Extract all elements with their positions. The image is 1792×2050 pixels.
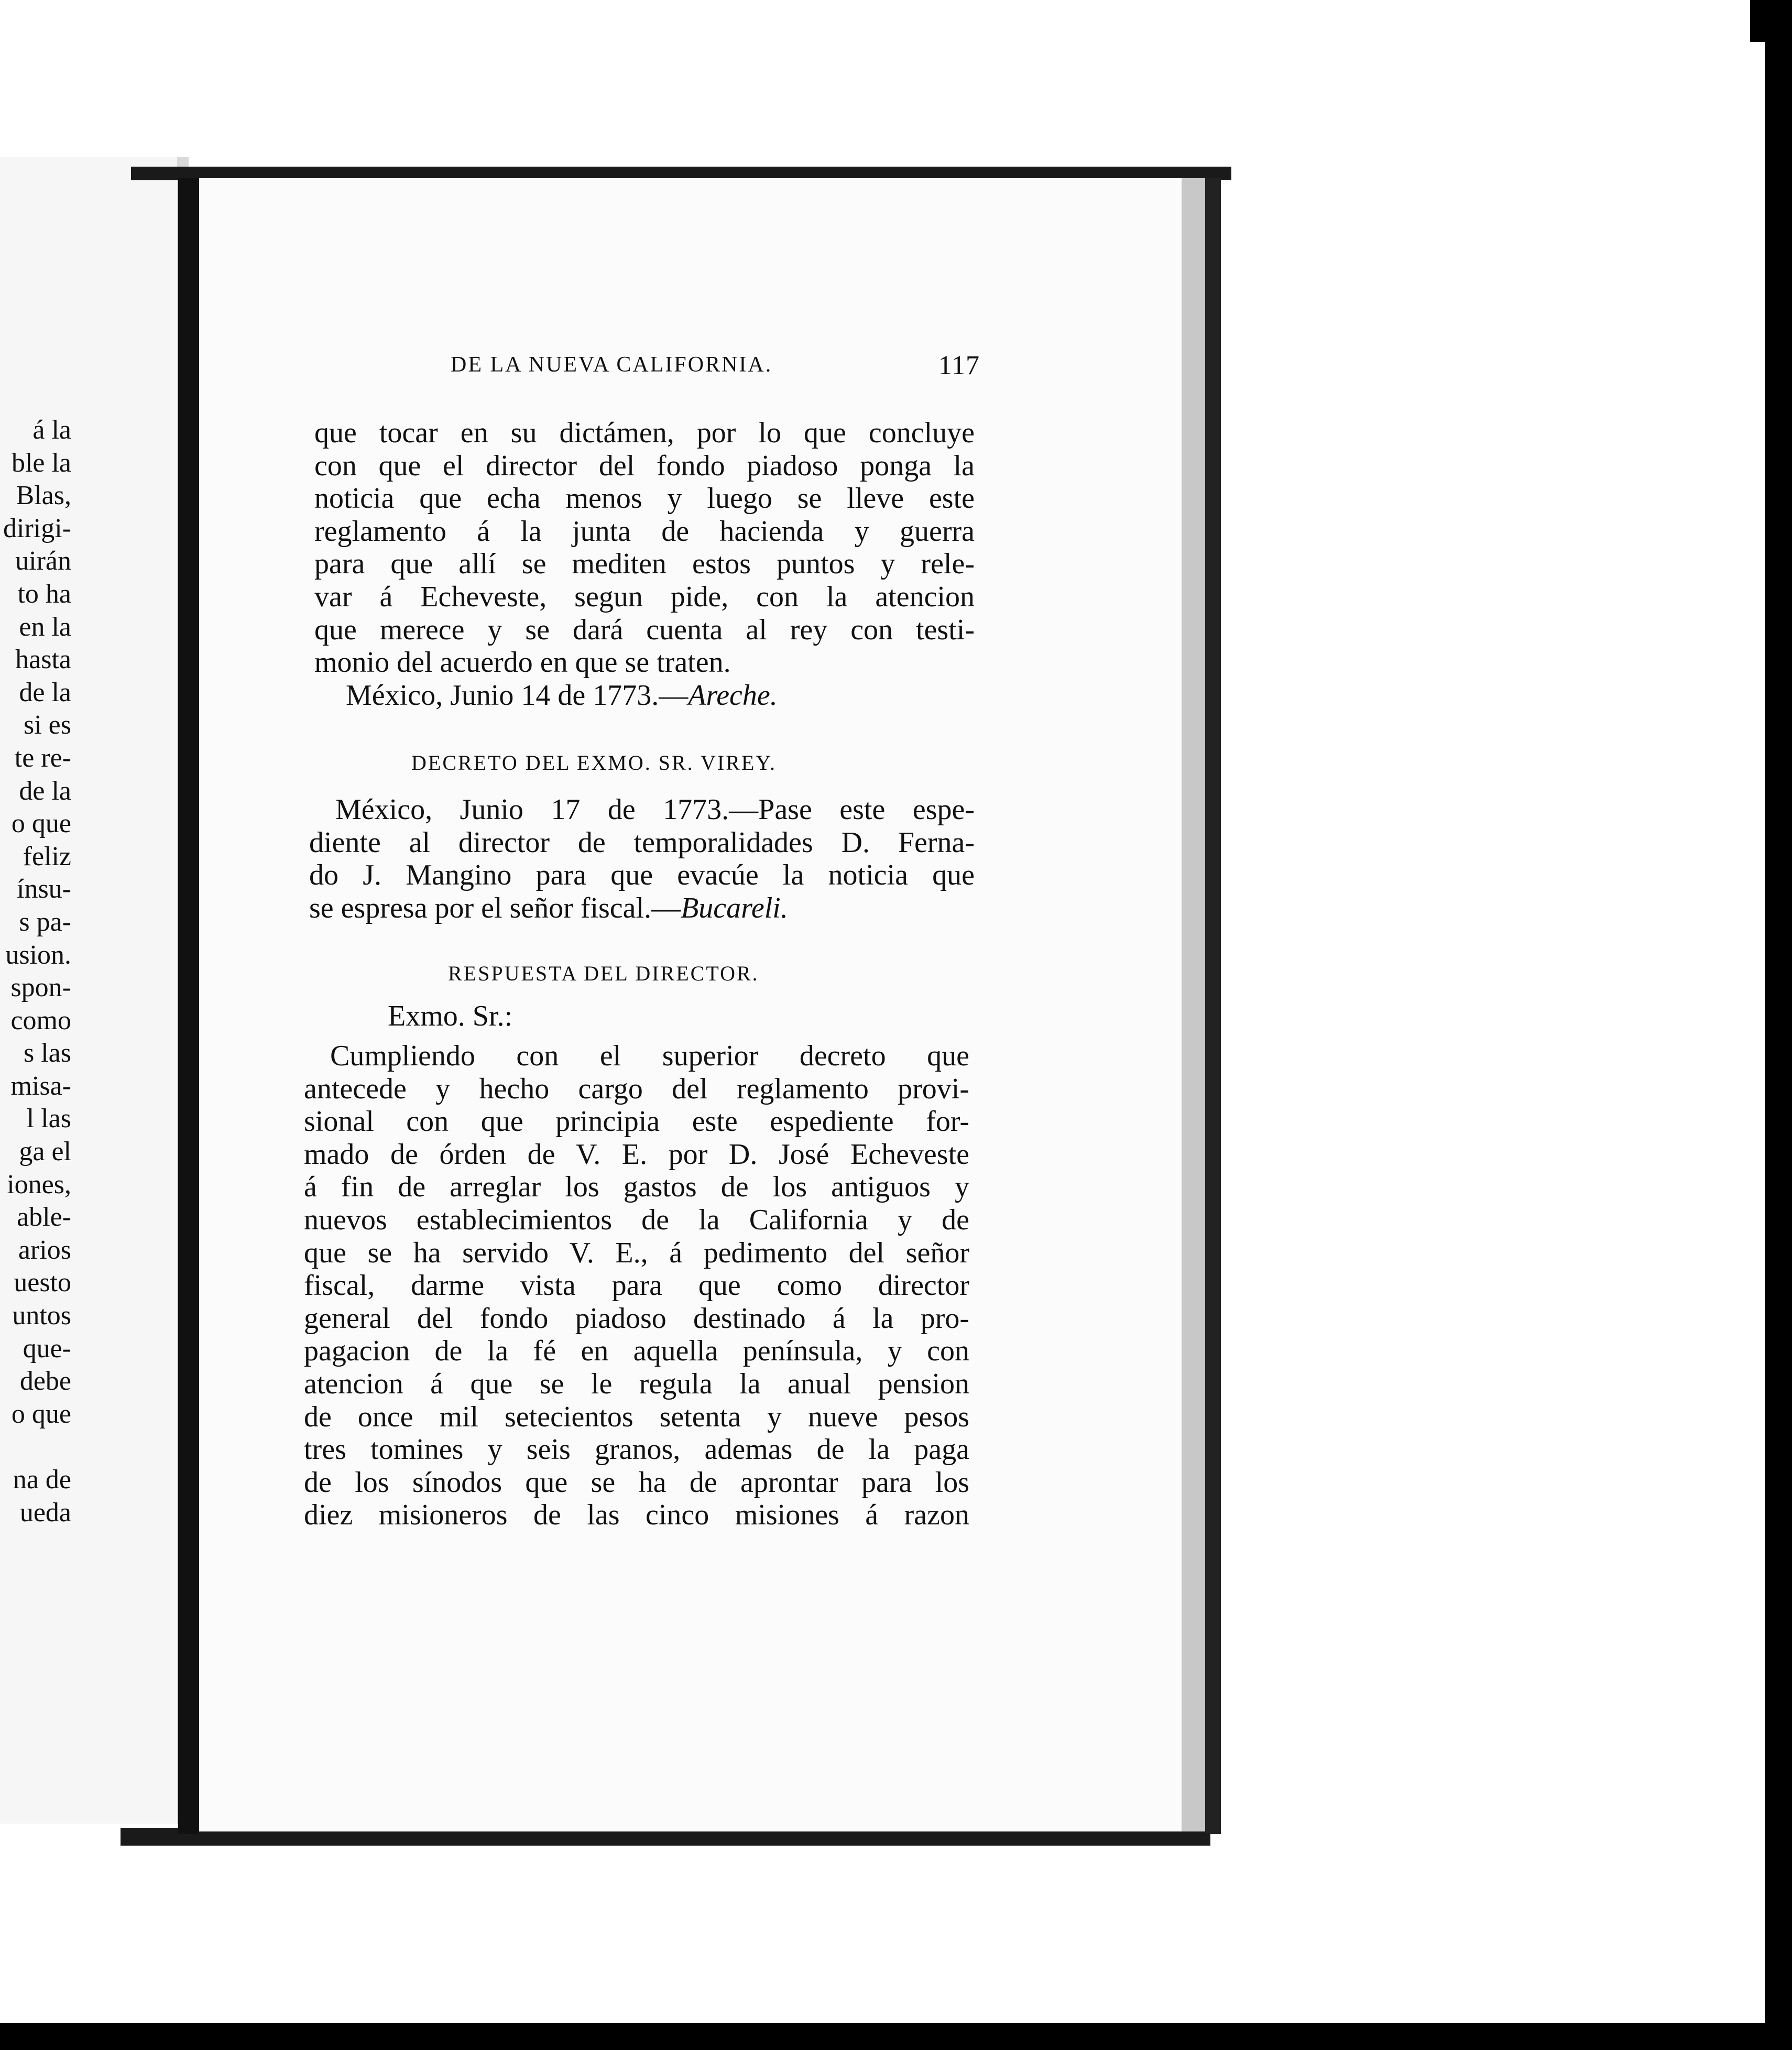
- left-page-line: ueda: [19, 1497, 71, 1528]
- paragraph-1: [314, 417, 975, 679]
- left-page-line: como: [10, 1005, 71, 1035]
- running-head: [451, 351, 980, 380]
- page-number: 117: [938, 351, 980, 380]
- text-line: pagacion de la fé en aquella península, y con: [304, 1335, 969, 1368]
- left-page-line: able-: [17, 1202, 71, 1233]
- text-line: atencion á que se le regula la anual pension: [304, 1367, 969, 1400]
- left-page-line: misa-: [10, 1071, 71, 1101]
- text-line: antecede y hecho cargo del reglamento provi-: [304, 1072, 969, 1105]
- book-spine: [178, 178, 199, 1834]
- text-line: tres tomines y seis granos, ademas de la paga: [304, 1433, 969, 1466]
- text-line: que merece y se dará cuenta al rey con testi-: [314, 613, 975, 646]
- left-page-line: ble la: [11, 448, 71, 478]
- left-page-line: ínsu-: [17, 874, 71, 904]
- left-page-line: [0, 1431, 71, 1464]
- left-page-line: Blas,: [16, 481, 71, 511]
- text-line: fiscal, darme vista para que como director: [304, 1269, 969, 1302]
- left-page-line: hasta: [15, 645, 71, 675]
- paragraph-2: [309, 793, 975, 892]
- left-page-line: que-: [23, 1333, 71, 1364]
- text-line: monio del acuerdo en que se traten.: [314, 646, 731, 679]
- text-line: de los sínodos que se ha de aprontar para los: [304, 1466, 969, 1499]
- left-page-text: [0, 414, 71, 1529]
- left-page-line: uirán: [15, 546, 71, 576]
- left-page-line: o que: [11, 809, 71, 839]
- left-page-line: te re-: [14, 743, 71, 773]
- left-page-line: spon-: [10, 973, 71, 1003]
- text-line: general del fondo piadoso destinado á la pro-: [304, 1302, 969, 1335]
- heading-decreto: DECRETO DEL EXMO. SR. VIREY.: [411, 751, 777, 775]
- text-line: con que el director del fondo piadoso ponga la: [314, 449, 975, 482]
- text-line: diez misioneros de las cinco misiones á razon: [304, 1499, 969, 1532]
- heading-respuesta: RESPUESTA DEL DIRECTOR.: [448, 962, 759, 985]
- left-page-line: si es: [24, 710, 71, 740]
- paragraph-2-last: [309, 892, 975, 925]
- signature-areche: Areche.: [688, 679, 778, 712]
- right-cover-edge: [1205, 178, 1221, 1834]
- left-page-line: á la: [32, 415, 71, 445]
- text-line: reglamento á la junta de hacienda y guerra: [314, 515, 975, 548]
- left-page-line: dirigi-: [3, 513, 71, 543]
- left-page-line: to ha: [17, 579, 71, 609]
- left-page-line: iones,: [7, 1169, 71, 1200]
- left-page-line: na de: [13, 1465, 71, 1495]
- signature-bucareli: Bucareli.: [681, 892, 788, 924]
- left-page-line: de la: [19, 776, 71, 806]
- left-page-line: uesto: [14, 1268, 71, 1298]
- left-page-line: arios: [18, 1235, 71, 1265]
- left-page-line: s pa-: [19, 907, 71, 937]
- left-page-line: o que: [11, 1399, 71, 1429]
- paragraph-3: [304, 1040, 969, 1532]
- text-line: var á Echeveste, segun pide, con la atencion: [314, 580, 975, 613]
- text-line: nuevos establecimientos de la California y de: [304, 1203, 969, 1236]
- left-page-line: usion.: [5, 940, 71, 970]
- left-page-line: feliz: [23, 841, 71, 871]
- text-line: noticia que echa menos y luego se lleve este: [314, 482, 975, 515]
- left-page-line: debe: [19, 1366, 71, 1397]
- dateline-1: [314, 679, 975, 712]
- text-line: que tocar en su dictámen, por lo que concluye: [314, 417, 975, 449]
- text-line: México, Junio 17 de 1773.—Pase este espe-: [335, 793, 975, 826]
- text-line: para que allí se mediten estos puntos y rele-: [314, 548, 975, 581]
- left-page-line: s las: [24, 1038, 71, 1068]
- text-line: Cumpliendo con el superior decreto que: [330, 1040, 969, 1072]
- salutation-text: Exmo. Sr.:: [388, 1000, 513, 1032]
- text-line: mado de órden de V. E. por D. José Echeveste: [304, 1138, 969, 1171]
- dateline-1-text: México, Junio 14 de 1773.—: [346, 679, 689, 712]
- left-page-line: ga el: [19, 1137, 71, 1167]
- left-page-line: untos: [12, 1301, 71, 1331]
- left-page-line: en la: [19, 612, 71, 642]
- text-line: sional con que principia este espediente for-: [304, 1105, 969, 1138]
- left-page-line: de la: [19, 677, 71, 707]
- text-line: do J. Mangino para que evacúe la noticia que: [309, 859, 975, 892]
- running-head-title: DE LA NUEVA CALIFORNIA.: [451, 353, 773, 377]
- text-line: que se ha servido V. E., á pedimento del señor: [304, 1236, 969, 1269]
- paragraph-2-last-text: se espresa por el señor fiscal.—: [309, 892, 681, 924]
- text-line: diente al director de temporalidades D. Ferna-: [309, 826, 975, 859]
- left-page-line: l las: [26, 1104, 71, 1134]
- text-line: á fin de arreglar los gastos de los antiguos y: [304, 1171, 969, 1204]
- salutation: [388, 1000, 1048, 1033]
- text-line: de once mil setecientos setenta y nueve pesos: [304, 1400, 969, 1433]
